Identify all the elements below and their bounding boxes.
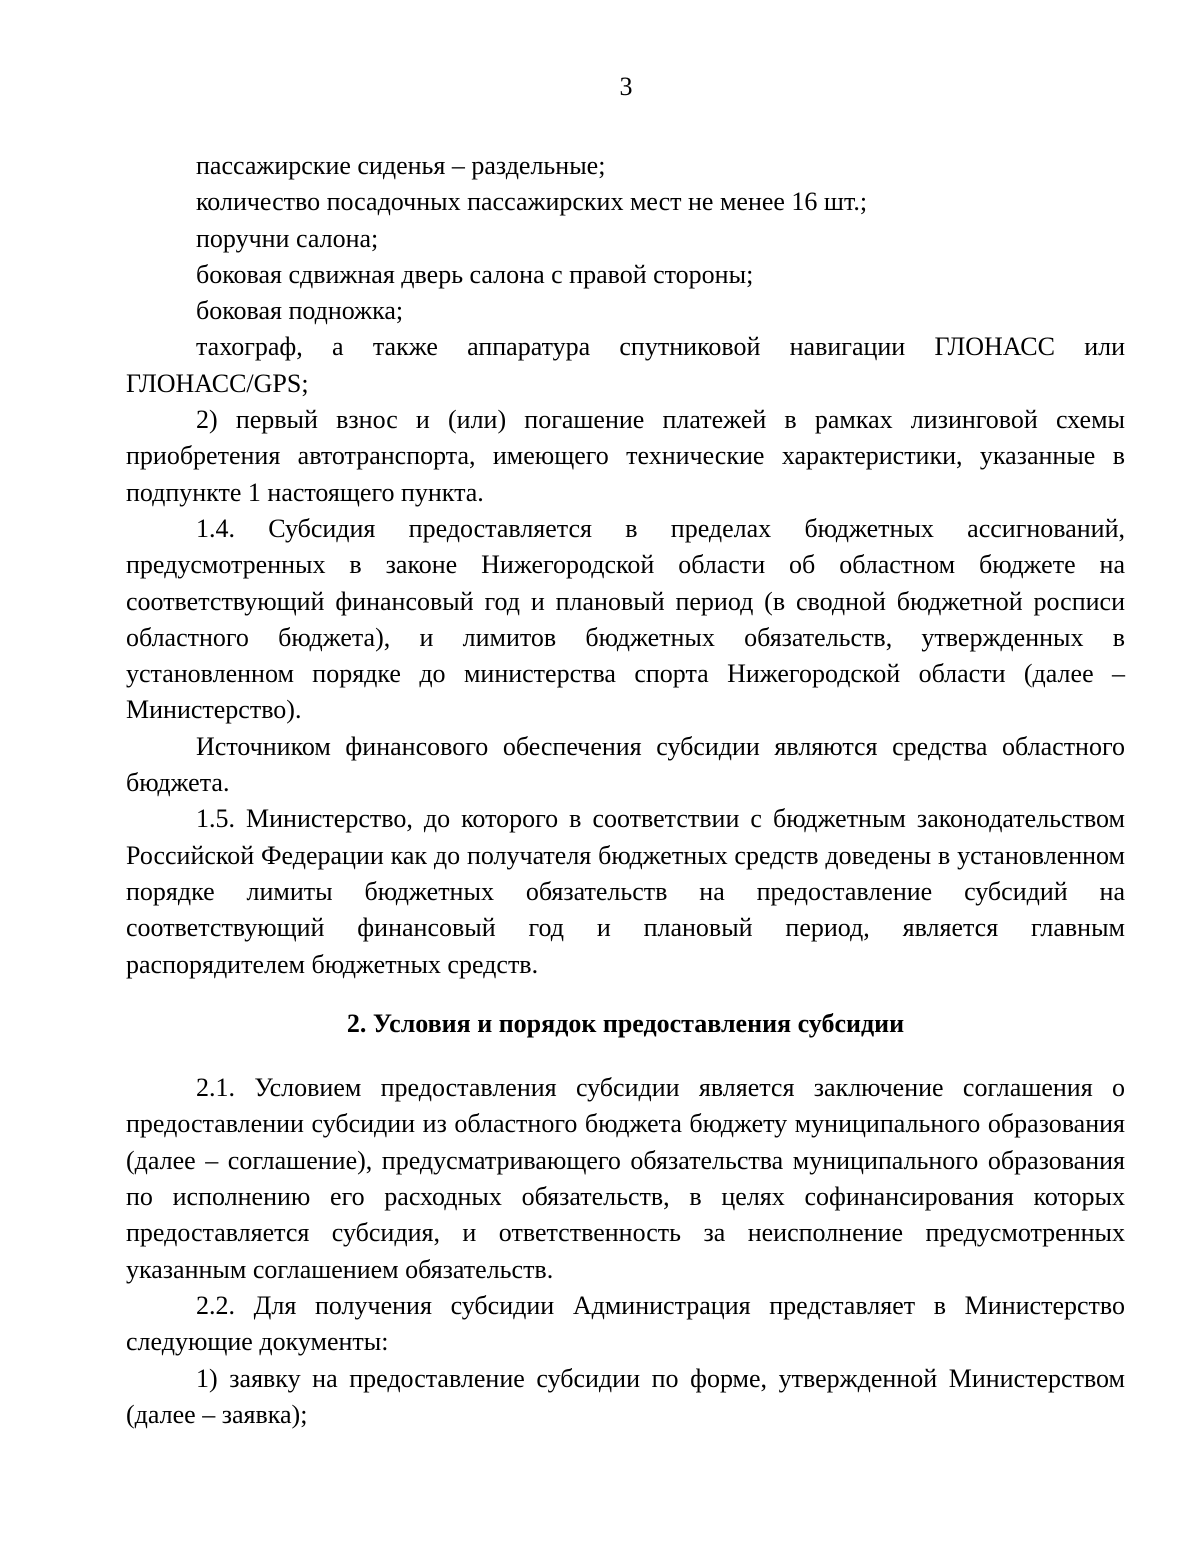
paragraph-tachograph: тахограф, а также аппаратура спутниковой навигации ГЛОНАСС или ГЛОНАСС/GPS; <box>126 332 1125 398</box>
paragraph-handrails: поручни салона; <box>196 223 379 253</box>
paragraph-side-step: боковая подножка; <box>196 296 404 326</box>
paragraph-section-1-4: 1.4. Субсидия предоставляется в пределах бюджетных ассигнований, предусмотренных в законе Нижегородской области об областном бюджете на соответствующий финансовый год и плановый период (в сводной бюджетной росписи областного бюджета), и лимитов бюджетных обязательств, утвержденных в установленном порядке до министерства спорта Нижегородской области (далее – Министерство). <box>126 513 1125 725</box>
paragraph-application: 1) заявку на предоставление субсидии по форме, утвержденной Министерством (далее – заявка); <box>126 1363 1125 1429</box>
paragraph-section-2-1: 2.1. Условием предоставления субсидии является заключение соглашения о предоставлении субсидии из областного бюджета бюджету муниципального образования (далее – соглашение), предусматривающего обязательства муниципального образования по исполнению его расходных обязательств, в целях софинансирования которых предоставляется субсидия, и ответственность за неисполнение предусмотренных указанным соглашением обязательств. <box>126 1073 1125 1284</box>
paragraph-passenger-seats: пассажирские сиденья – раздельные; <box>196 151 606 180</box>
paragraph-leasing-payment: 2) первый взнос и (или) погашение платежей в рамках лизинговой схемы приобретения автотранспорта, имеющего технические характеристики, указанные в подпункте 1 настоящего пункта. <box>126 405 1125 507</box>
page-number: 3 <box>619 72 633 101</box>
section-heading: 2. Условия и порядок предоставления субсидии <box>346 1008 905 1038</box>
paragraph-seat-count: количество посадочных пассажирских мест не менее 16 шт.; <box>196 187 868 217</box>
paragraph-sliding-door: боковая сдвижная дверь салона с правой стороны; <box>196 259 754 289</box>
document-body <box>126 148 1125 1433</box>
paragraph-section-1-5: 1.5. Министерство, до которого в соответствии с бюджетным законодательством Российской Федерации как до получателя бюджетных средств доведены в установленном порядке лимиты бюджетных обязательств на предоставление субсидий на соответствующий финансовый год и плановый период, является главным распорядителем бюджетных средств. <box>126 804 1125 979</box>
paragraph-funding-source: Источником финансового обеспечения субсидии являются средства областного бюджета. <box>126 731 1125 798</box>
paragraph-section-2-2: 2.2. Для получения субсидии Администрация представляет в Министерство следующие документы: <box>126 1290 1125 1357</box>
